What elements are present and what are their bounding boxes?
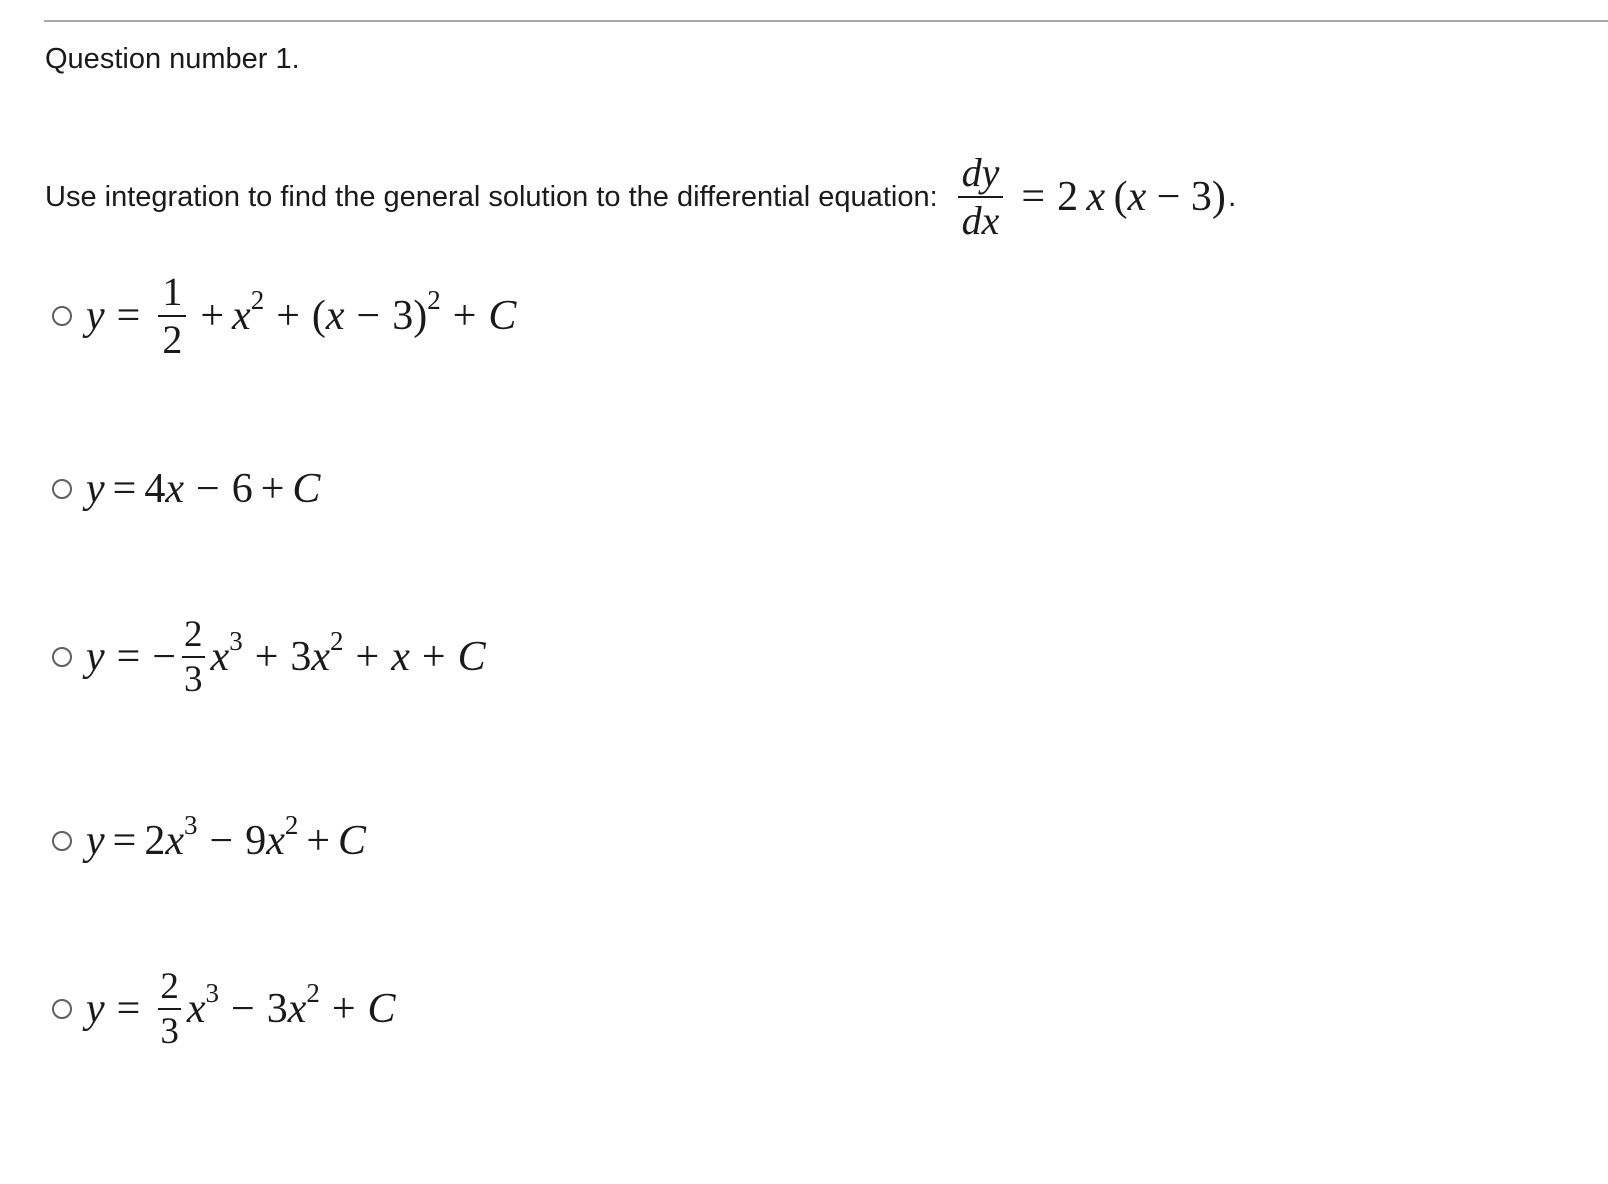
question-number: Question number 1.	[45, 43, 300, 75]
derivative-denominator: dx	[961, 198, 1000, 243]
option-e-expression: y = $\frac{2}{3}$ x $^3$ − 3 x $^2$ + C	[86, 966, 396, 1052]
equation-paren: (x − 3)	[1113, 174, 1226, 220]
option-b-expression: y = 4 x − 6 + C	[86, 466, 321, 512]
question-prompt	[45, 145, 1236, 249]
option-c-expression: y = − $\frac{2}{3}$ x $^3$ + 3 x $^2$ + x + C	[86, 614, 486, 700]
radio-option-a[interactable]	[52, 306, 72, 326]
option-a[interactable]	[52, 269, 517, 362]
option-c-fraction: $\frac{2}{3}$	[184, 614, 203, 700]
option-c[interactable]	[52, 616, 486, 698]
derivative-numerator: dy	[961, 150, 1000, 195]
option-a-expression: y = $\frac{1}{2}$ + x $^2$ + ( x − 3) $^2$ + C	[86, 269, 517, 362]
radio-option-d[interactable]	[52, 831, 72, 851]
option-b[interactable]	[52, 468, 320, 510]
top-divider	[44, 20, 1608, 22]
derivative-fraction	[958, 150, 1004, 243]
option-d-expression: y = 2 x $^3$ − 9 x $^2$ + C	[86, 809, 367, 864]
option-a-fraction: $\frac{1}{2}$	[158, 272, 186, 360]
option-d[interactable]	[52, 809, 367, 864]
radio-option-b[interactable]	[52, 479, 72, 499]
radio-option-c[interactable]	[52, 647, 72, 667]
radio-option-e[interactable]	[52, 999, 72, 1019]
prompt-text: Use integration to find the general solution to the differential equation:	[45, 180, 938, 213]
option-e[interactable]	[52, 968, 396, 1050]
differential-equation: $\frac{dy}{dx}$ = 2 x (x − 3) .	[952, 153, 1237, 241]
option-e-fraction: $\frac{2}{3}$	[160, 966, 179, 1052]
